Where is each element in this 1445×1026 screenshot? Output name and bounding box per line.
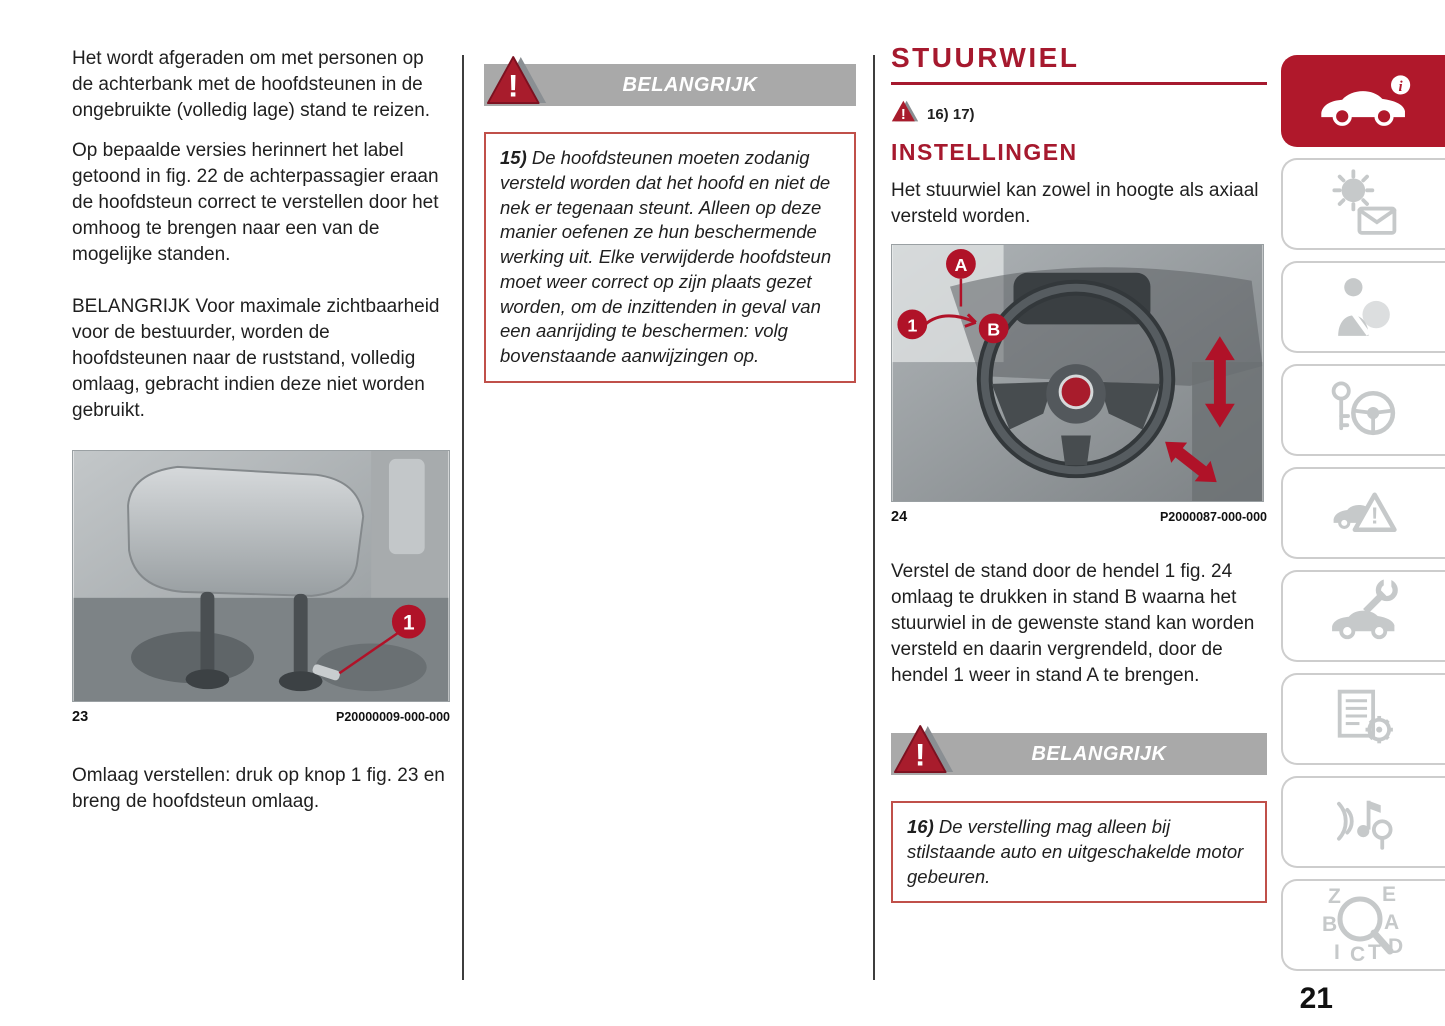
column-middle [484, 60, 856, 383]
figure-24 [891, 244, 1267, 525]
svg-text:!: ! [900, 106, 906, 123]
emergency-icon [1326, 475, 1402, 551]
section-title: STUURWIEL [891, 42, 1080, 73]
figure-number: 24 [891, 509, 908, 526]
marker-B: B [987, 319, 1001, 340]
tab-maintenance[interactable] [1281, 570, 1445, 662]
marker-1: 1 [907, 315, 918, 336]
index-letter: Z [1328, 885, 1341, 908]
warning-triangle-icon [893, 721, 955, 783]
index-letter: D [1388, 935, 1404, 958]
lights-messages-icon [1326, 166, 1402, 242]
multimedia-icon [1326, 784, 1402, 860]
figure-23 [72, 450, 450, 725]
car-info-icon [1316, 71, 1412, 132]
page-number: 21 [1299, 982, 1333, 1015]
paragraph: Op bepaalde versies herinnert het label getoond in fig. 22 de achterpassagier eraan de hoofdsteun correct te verstellen door het omhoog te brengen naar een van de mogelijke standen. [72, 140, 439, 266]
chapter-tab-bar [1281, 55, 1445, 971]
index-letter: B [1322, 913, 1338, 936]
warning-triangle-icon [486, 52, 548, 114]
technical-data-icon [1326, 681, 1402, 757]
column-left [72, 46, 450, 829]
paragraph: BELANGRIJK Voor maximale zichtbaarheid voor de bestuurder, worden de hoofdsteunen naar de ruststand, volledig omlaag, gebracht indien deze niet worden gebruikt. [72, 296, 440, 422]
marker-1: 1 [403, 611, 415, 635]
column-divider [462, 55, 464, 980]
figure-code: P20000009-000-000 [336, 710, 450, 725]
svg-text:i: i [1398, 78, 1403, 95]
banner-label: BELANGRIJK [622, 73, 758, 96]
note-number: 15) [500, 147, 527, 168]
banner-label: BELANGRIJK [1031, 742, 1167, 765]
tab-car-info[interactable] [1281, 55, 1445, 147]
steering-wheel-photo [891, 244, 1264, 502]
svg-text:!: ! [1370, 502, 1379, 529]
column-right [891, 42, 1267, 903]
column-divider [873, 55, 875, 980]
index-icon [1322, 883, 1406, 967]
headrest-photo [72, 450, 450, 702]
maintenance-icon [1326, 578, 1402, 654]
warning-triangle-small-icon [891, 99, 919, 129]
subsection-title: INSTELLINGEN [891, 139, 1078, 165]
figure-code: P2000087-000-000 [1159, 510, 1267, 525]
figure-caption [891, 509, 1267, 525]
index-letter: I [1334, 941, 1340, 964]
safety-icon [1326, 269, 1402, 345]
note-text: De hoofdsteunen moeten zodanig versteld worden dat het hoofd en niet de nek er tegenaan steunt. Alleen op deze manier oefenen ze hun beschermende werking uit. Elke verwijderde hoofdsteun moet weer correct op zijn plaats gezet worden, om de inzittenden in geval van een aanrijding te beschermen: volg bovenstaande aanwijzingen op. [500, 147, 832, 367]
note-box-15 [484, 132, 856, 383]
marker-A: A [954, 254, 968, 275]
index-letter: A [1384, 911, 1400, 934]
tab-multimedia[interactable] [1281, 776, 1445, 868]
paragraph: Het stuurwiel kan zowel in hoogte als axiaal versteld worden. [891, 180, 1259, 228]
important-banner [891, 729, 1267, 775]
note-references: 16) 17) [927, 105, 975, 123]
svg-text:!: ! [914, 736, 926, 773]
starting-driving-icon [1326, 372, 1402, 448]
important-banner [484, 60, 856, 106]
index-letter: E [1382, 883, 1397, 906]
note-box-16 [891, 801, 1267, 903]
index-letter: T [1368, 941, 1381, 964]
paragraph: Omlaag verstellen: druk op knop 1 fig. 23 en breng de hoofdsteun omlaag. [72, 765, 445, 813]
tab-technical-data[interactable] [1281, 673, 1445, 765]
tab-index[interactable] [1281, 879, 1445, 971]
title-rule [891, 82, 1267, 85]
figure-caption [72, 709, 450, 725]
tab-safety[interactable] [1281, 261, 1445, 353]
warning-refs-row [891, 99, 1267, 129]
magnifier-icon [1322, 883, 1406, 967]
index-letter: C [1350, 943, 1366, 966]
tab-emergency[interactable] [1281, 467, 1445, 559]
figure-number: 23 [72, 709, 89, 726]
paragraph: Verstel de stand door de hendel 1 fig. 24 omlaag te drukken in stand B waarna het stuurwiel in de gewenste stand kan worden versteld en daarin vergrendeld, door de hendel 1 weer in stand A te brengen. [891, 561, 1255, 687]
svg-text:!: ! [507, 67, 519, 104]
paragraph: Het wordt afgeraden om met personen op de achterbank met de hoofdsteunen in de ongebruikte (volledig lage) stand te reizen. [72, 48, 431, 122]
note-text: De verstelling mag alleen bij stilstaande auto en uitgeschakelde motor gebeuren. [907, 816, 1244, 887]
tab-lights-messages[interactable] [1281, 158, 1445, 250]
note-number: 16) [907, 816, 934, 838]
tab-starting-driving[interactable] [1281, 364, 1445, 456]
